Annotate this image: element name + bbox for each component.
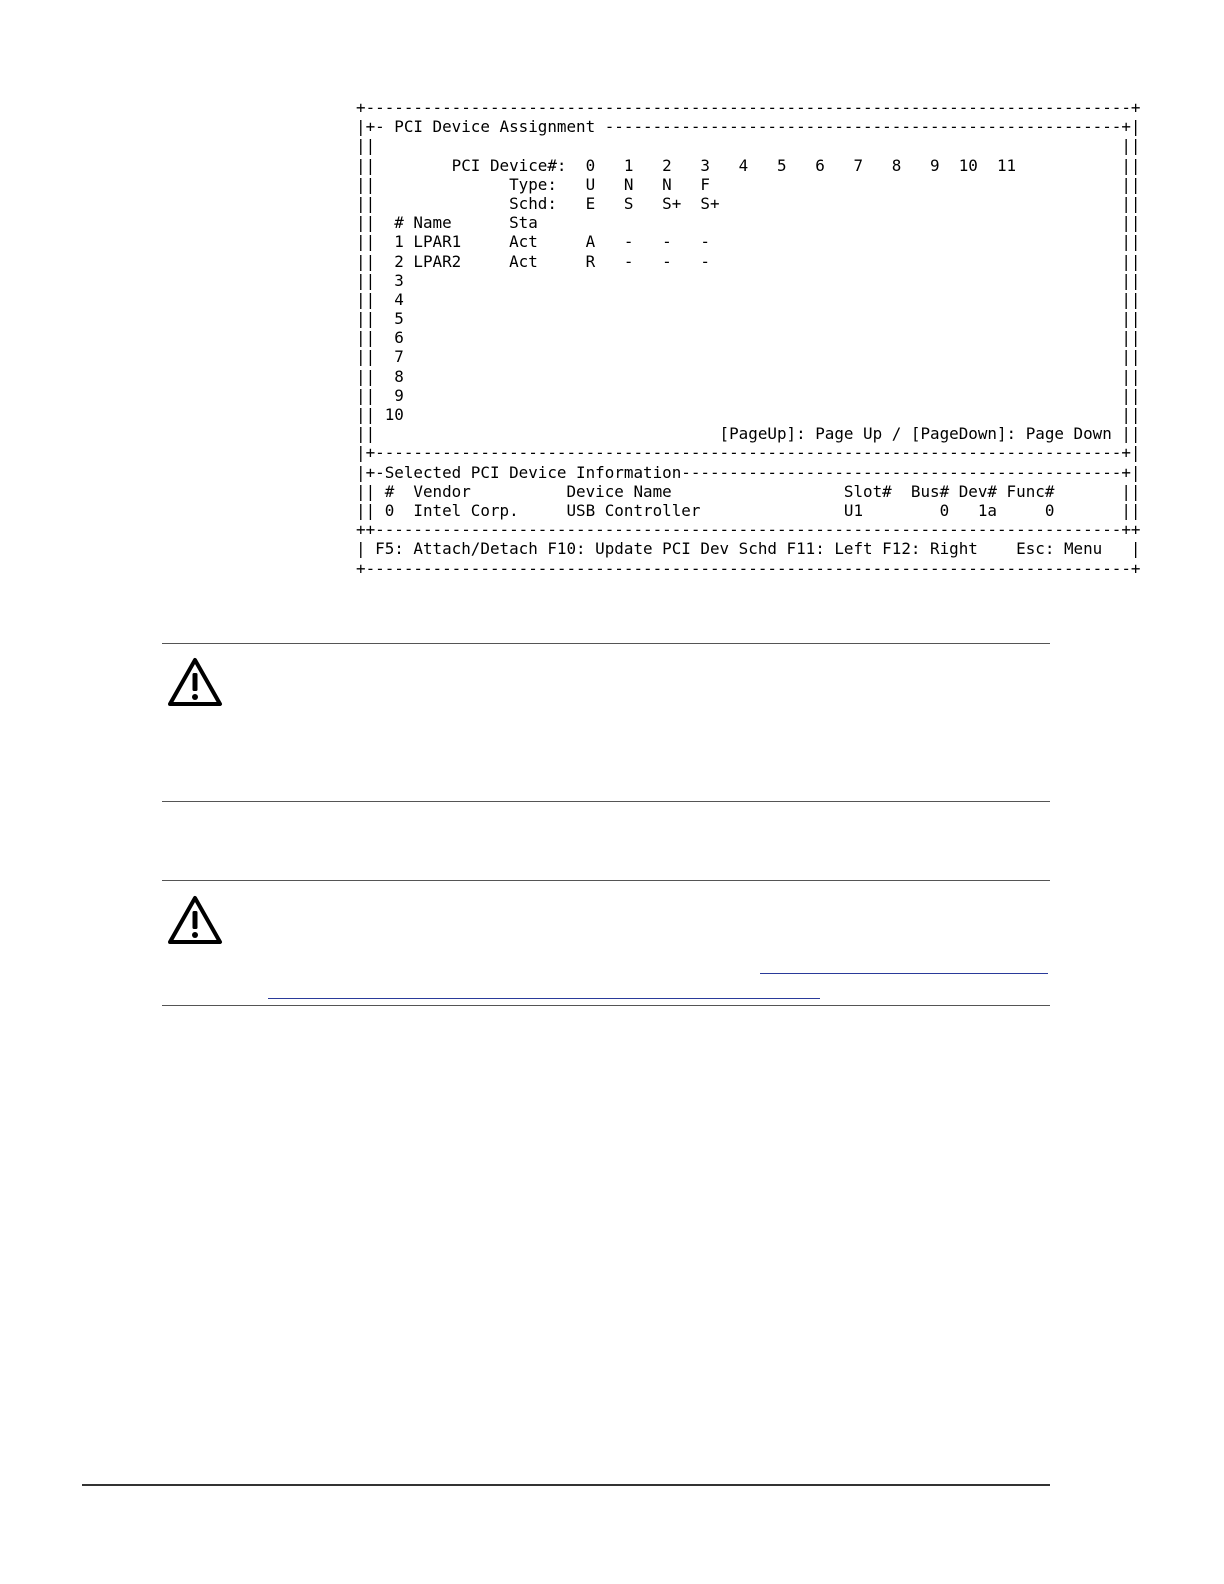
screen-line-20: |+-Selected PCI Device Information----------------------------------------------+| bbox=[356, 462, 1141, 482]
notice-1-top-rule bbox=[162, 643, 1050, 644]
screen-line-22: || 0 Intel Corp. USB Controller U1 0 1a 0 || bbox=[356, 500, 1141, 520]
screen-line-07: || # Name Sta || bbox=[356, 213, 1141, 233]
screen-line-02: |+- PCI Device Assignment ------------------------------------------------------+| bbox=[356, 117, 1141, 137]
screen-line-05: || Type: U N N F || bbox=[356, 174, 1141, 194]
screen-line-17: || 10 || bbox=[356, 405, 1141, 424]
screen-line-25: +--------------------------------------------------------------------------------+ bbox=[356, 558, 1141, 578]
screen-line-10: || 3 || bbox=[356, 270, 1141, 290]
screen-line-18: || [PageUp]: Page Up / [PageDown]: Page Down || bbox=[356, 424, 1141, 444]
screen-line-14: || 7 || bbox=[356, 347, 1141, 367]
page-footer-rule bbox=[82, 1484, 1050, 1486]
screen-line-24: | F5: Attach/Detach F10: Update PCI Dev Schd F11: Left F12: Right Esc: Menu | bbox=[356, 539, 1141, 559]
caution-triangle-icon bbox=[166, 656, 224, 708]
screen-line-01: +--------------------------------------------------------------------------------+ bbox=[356, 98, 1141, 117]
notice-1-bottom-rule bbox=[162, 801, 1050, 802]
pci-device-assignment-screen bbox=[356, 98, 1141, 578]
screen-line-15: || 8 || bbox=[356, 366, 1141, 386]
screen-line-11: || 4 || bbox=[356, 289, 1141, 309]
caution-triangle-icon bbox=[166, 894, 224, 946]
notice-2-bottom-rule bbox=[162, 1005, 1050, 1006]
screen-line-06: || Schd: E S S+ S+ || bbox=[356, 193, 1141, 213]
screen-line-09: || 2 LPAR2 Act R - - - || bbox=[356, 251, 1141, 271]
screen-line-12: || 5 || bbox=[356, 309, 1141, 329]
notice-2-top-rule bbox=[162, 880, 1050, 881]
screen-line-16: || 9 || bbox=[356, 385, 1141, 405]
screen-line-21: || # Vendor Device Name Slot# Bus# Dev# Func# || bbox=[356, 481, 1141, 501]
screen-line-23: ++------------------------------------------------------------------------------++ bbox=[356, 520, 1141, 540]
cross-reference-link[interactable] bbox=[760, 973, 1048, 974]
screen-line-19: |+------------------------------------------------------------------------------+| bbox=[356, 443, 1141, 463]
screen-line-13: || 6 || bbox=[356, 328, 1141, 348]
screen-line-03: || || bbox=[356, 136, 1141, 156]
cross-reference-link-continued[interactable] bbox=[268, 998, 820, 999]
screen-line-08: || 1 LPAR1 Act A - - - || bbox=[356, 232, 1141, 252]
screen-line-04: || PCI Device#: 0 1 2 3 4 5 6 7 8 9 10 11 || bbox=[356, 155, 1141, 175]
